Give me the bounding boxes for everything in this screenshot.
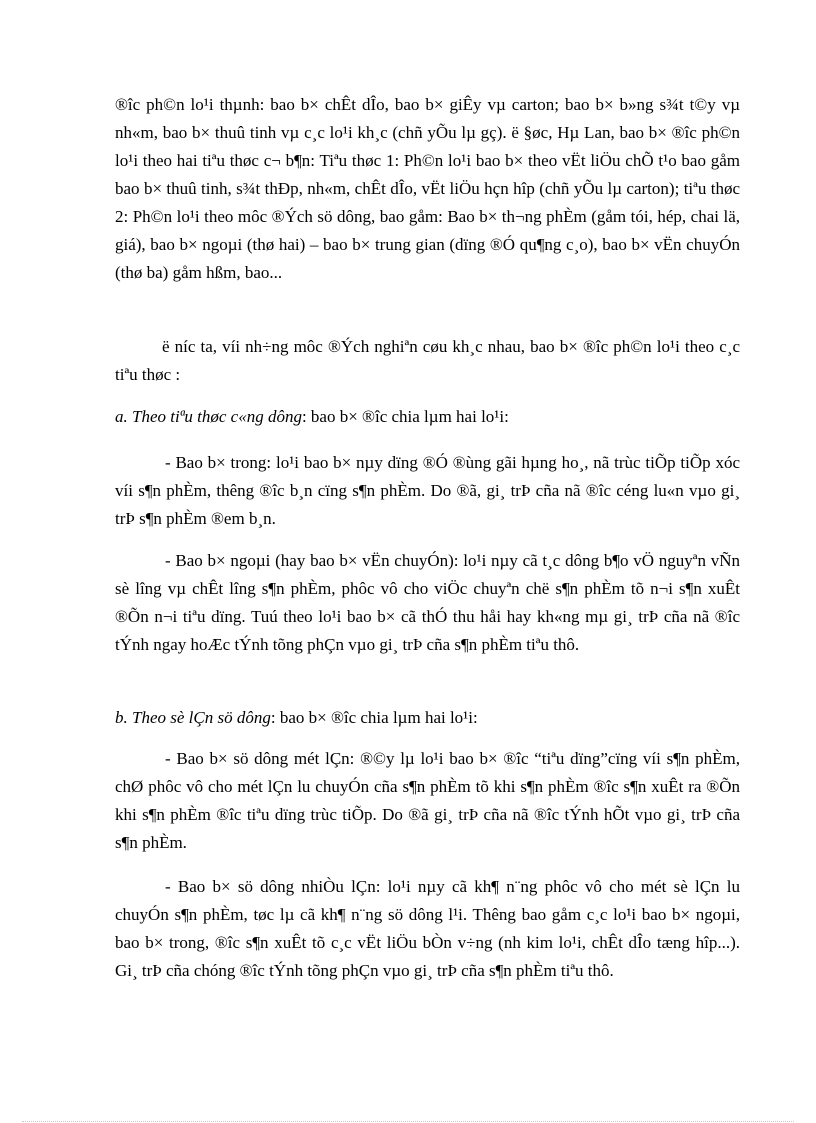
- section-a-label: a. Theo tiªu thøc c«ng dông: [115, 407, 302, 426]
- paragraph-outer-packaging: - Bao b× ngoµi (hay bao b× vËn chuyÓn): lo¹i nµy cã t¸c dông b¶o vÖ nguyªn vÑn sè lîng vµ chÊt lîng s¶n phÈm, phôc vô cho viÖc chuyªn chë s¶n phÈm tõ n¬i s¶n xuÊt ®Õn n¬i tiªu dïng. Tuú theo lo¹i bao b× cã thÓ thu håi hay kh«ng mµ gi¸ trÞ cña nã ®îc tÝnh ngay hoÆc tÝnh tõng phÇn vµo gi¸ trÞ cña s¶n phÈm tiªu thô.: [115, 551, 740, 654]
- section-b-heading: [115, 704, 740, 732]
- paragraph-inner-packaging: - Bao b× trong: lo¹i bao b× nµy dïng ®Ó ®ùng gãi hµng ho¸, nã trùc tiÕp tiÕp xóc víi s¶n phÈm, thêng ®îc b¸n cïng s¶n phÈm. Do ®ã, gi¸ trÞ cña nã ®îc céng lu«n vµo gi¸ trÞ s¶n phÈm ®em b¸n.: [115, 453, 740, 528]
- section-b-label: b. Theo sè lÇn sö dông: [115, 708, 271, 727]
- section-b-text: : bao b× ®îc chia lµm hai lo¹i:: [270, 708, 478, 727]
- paragraph-vietnam-classification: ë níc ta, víi nh÷ng môc ®Ých nghiªn cøu kh¸c nhau, bao b× ®îc ph©n lo¹i theo c¸c tiªu thøc :: [115, 337, 740, 384]
- paragraph-single-use-packaging: - Bao b× sö dông mét lÇn: ®©y lµ lo¹i bao b× ®îc “tiªu dïng”cïng víi s¶n phÈm, chØ phôc vô cho mét lÇn lu chuyÓn cña s¶n phÈm tõ khi s¶n phÈm ®îc s¶n xuÊt ra ®Õn khi s¶n phÈm ®îc tiªu dïng trùc tiÕp. Do ®ã gi¸ trÞ cña nã ®îc tÝnh hÕt vµo gi¸ trÞ cña s¶n phÈm.: [115, 749, 740, 852]
- paragraph-reusable-packaging: - Bao b× sö dông nhiÒu lÇn: lo¹i nµy cã kh¶ n¨ng phôc vô cho mét sè lÇn lu chuyÓn s¶n phÈm, tøc lµ cã kh¶ n¨ng sö dông l¹i. Thêng bao gåm c¸c lo¹i bao b× ngoµi, bao b× trong, ®îc s¶n xuÊt tõ c¸c vËt liÖu bÒn v÷ng (nh kim lo¹i, chÊt dÎo tæng hîp...). Gi¸ trÞ cña chóng ®îc tÝnh tõng phÇn vµo gi¸ trÞ cña s¶n phÈm tiªu thô.: [115, 877, 740, 980]
- paragraph-packaging-classification: ®îc ph©n lo¹i thµnh: bao b× chÊt dÎo, bao b× giÊy vµ carton; bao b× b»ng s¾t t©y vµ nh«m, bao b× thuû tinh vµ c¸c lo¹i kh¸c (chñ yÕu lµ gç). ë §øc, Hµ Lan, bao b× ®îc ph©n lo¹i theo hai tiªu thøc c¬ b¶n: Tiªu thøc 1: Ph©n lo¹i bao b× theo vËt liÖu chÕ t¹o bao gåm bao b× thuû tinh, s¾t thÐp, nh«m, chÊt dÎo, vËt liÖu hçn hîp (chñ yÕu lµ carton); tiªu thøc 2: Ph©n lo¹i theo môc ®Ých sö dông, bao gåm: Bao b× th¬ng phÈm (gåm tói, hép, chai lä, giá), bao b× ngoµi (thø hai) – bao b× trung gian (dïng ®Ó qu¶ng c¸o), bao b× vËn chuyÓn (thø ba) gåm hßm, bao...: [115, 95, 740, 282]
- page-bottom-border: [22, 1121, 794, 1122]
- section-a-heading: [115, 403, 740, 431]
- section-a-text: : bao b× ®îc chia lµm hai lo¹i:: [301, 407, 509, 426]
